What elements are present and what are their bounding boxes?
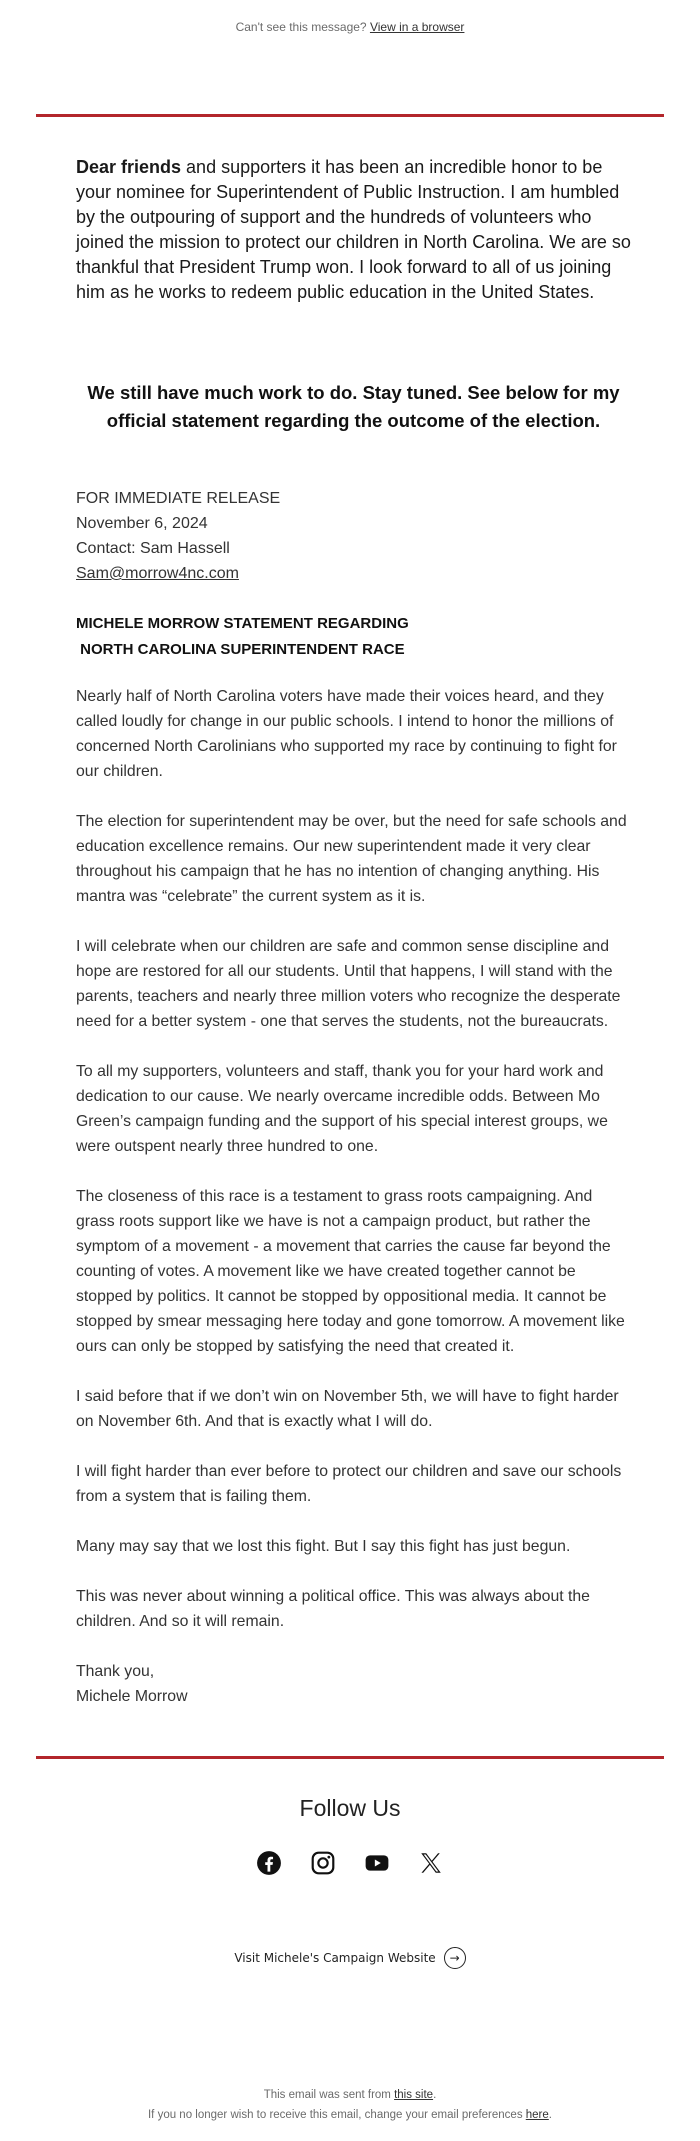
preheader [0,20,700,34]
view-in-browser-link[interactable]: View in a browser [369,20,465,34]
statement-paragraph: I will fight harder than ever before to protect our children and save our schools from a system that is failing them. [76,1463,622,1505]
callout-text: We still have much work to do. Stay tuned. See below for my official statement regarding the outcome of the election. [87,382,620,431]
preheader-text: Can't see this message? [235,20,367,34]
statement-paragraph: Nearly half of North Carolina voters have made their voices heard, and they called loudly for change in our public schools. I intend to honor the millions of concerned North Carolinians who supported my race by continuing to fight for our children. [76,688,617,780]
headline-line-1: MICHELE MORROW STATEMENT REGARDING [76,615,409,632]
intro-rest: and supporters it has been an incredible honor to be your nominee for Superintendent of Public Instruction. I am humbled by the outpouring of support and the hundreds of volunteers who joined the mission to protect our children in North Carolina. We are so thankful that President Trump won. I look forward to all of us joining him as he works to redeem public education in the United States. [76,157,631,302]
this-site-link[interactable]: this site [394,2089,434,2101]
intro-paragraph [76,155,631,305]
facebook-icon[interactable] [256,1850,282,1876]
statement-paragraph: To all my supporters, volunteers and staff, thank you for your hard work and dedication to our cause. We nearly overcame incredible odds. Between Mo Green’s campaign funding and the support of his special interest groups, we were outspent nearly three hundred to one. [76,1063,608,1155]
statement-paragraph: I said before that if we don’t win on November 5th, we will have to fight harder on November 6th. And that is exactly what I will do. [76,1388,619,1430]
statement-paragraph: I will celebrate when our children are safe and common sense discipline and hope are restored for all our students. Until that happens, I will stand with the parents, teachers and nearly three million voters who recognize the desperate need for a better system - one that serves the students, not the bureaucrats. [76,938,621,1030]
footer-prefs-text: If you no longer wish to receive this email, change your email preferences [147,2109,526,2121]
release-label: FOR IMMEDIATE RELEASE [76,490,281,507]
youtube-icon[interactable] [364,1850,390,1876]
follow-us-heading: Follow Us [299,1795,401,1821]
footer-prefs-line [0,2105,700,2125]
intro-lead: Dear friends [76,157,182,177]
footer-sent-text: This email was sent from [263,2089,395,2101]
x-icon[interactable] [418,1850,444,1876]
headline-line-2: NORTH CAROLINA SUPERINTENDENT RACE [76,641,405,658]
signoff-thanks: Thank you, [76,1663,155,1680]
signoff [76,1659,631,1709]
signoff-name: Michele Morrow [76,1688,188,1705]
bottom-divider [36,1756,664,1759]
statement-paragraph: This was never about winning a political office. This was always about the children. And so it will remain. [76,1588,590,1630]
arrow-right-icon: → [444,1947,466,1969]
footer-sent-period: . [433,2089,437,2101]
statement-paragraph: The election for superintendent may be over, but the need for safe schools and education excellence remains. Our new superintendent made it very clear throughout his campaign that he has no intention of changing anything. His mantra was “celebrate” the current system as it is. [76,813,627,905]
statement-paragraph: The closeness of this race is a testament to grass roots campaigning. And grass roots support like we have is not a campaign product, but rather the symptom of a movement - a movement that carries the cause far beyond the counting of votes. A movement like we have created together cannot be stopped by politics. It cannot be stopped by oppositional media. It cannot be stopped by smear messaging here today and gone tomorrow. A movement like ours can only be stopped by satisfying the need that created it. [76,1188,625,1355]
instagram-icon[interactable] [310,1850,336,1876]
social-links [0,1850,700,1876]
statement-paragraph: Many may say that we lost this fight. But I say this fight has just begun. [76,1538,571,1555]
footer-prefs-period: . [548,2109,552,2121]
email-footer [0,2085,700,2125]
email-preferences-link[interactable]: here [525,2109,549,2121]
campaign-website-label: Visit Michele's Campaign Website [234,1951,436,1965]
footer-sent-line [0,2085,700,2105]
top-divider [36,114,664,117]
statement-body [76,684,631,1709]
press-release-header [76,486,631,586]
release-date: November 6, 2024 [76,515,208,532]
release-contact: Contact: Sam Hassell [76,540,230,557]
contact-email-link[interactable]: Sam@morrow4nc.com [76,565,239,582]
statement-headline [76,611,631,663]
campaign-website-link[interactable] [0,1947,700,1969]
